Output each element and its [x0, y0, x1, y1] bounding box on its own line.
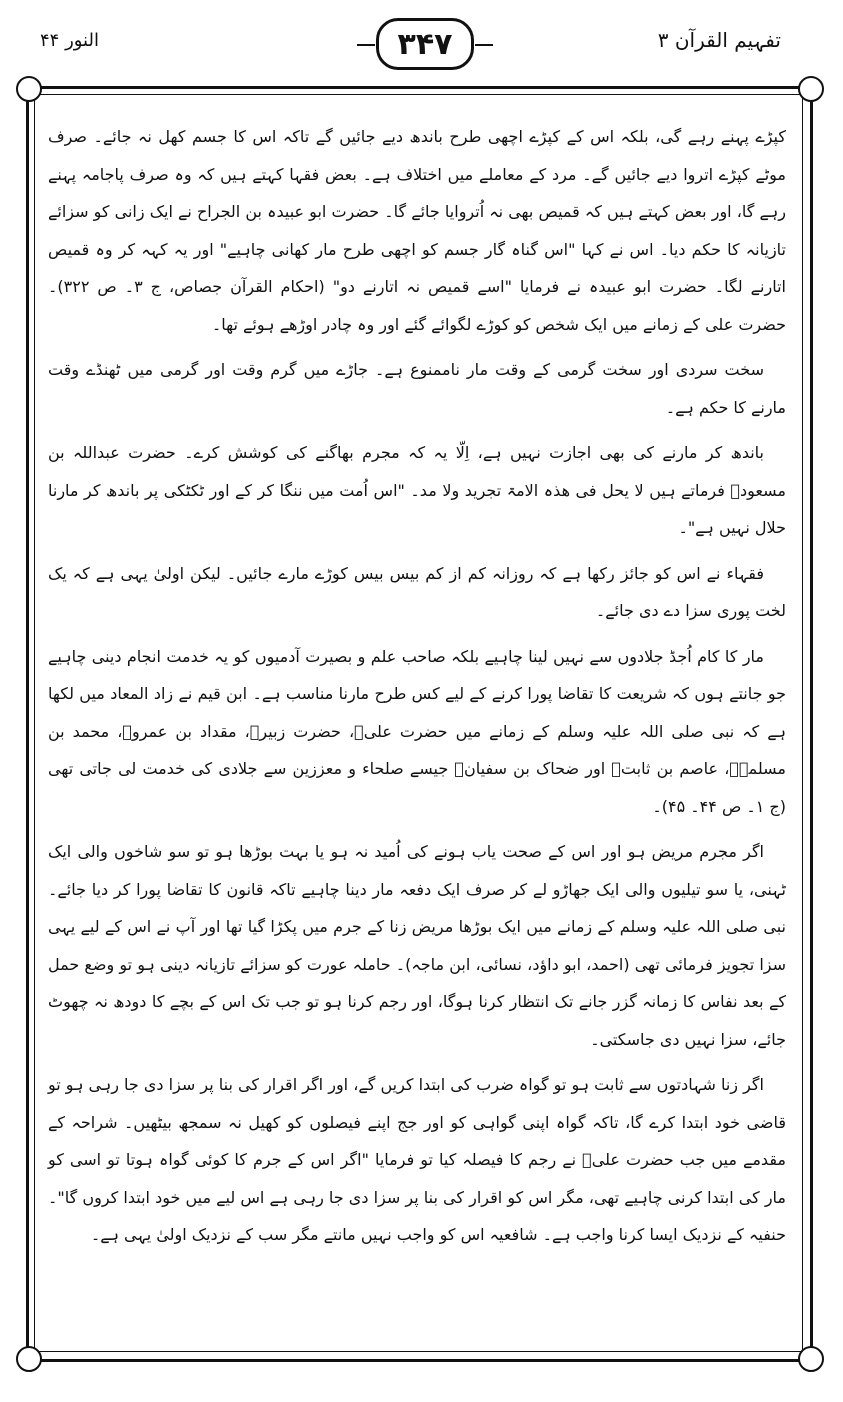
paragraph: مار کا کام اُجڈ جلادوں سے نہیں لینا چاہیے بلکہ صاحب علم و بصیرت آدمیوں کو یہ خدمت انجام دینی چاہیے جو جانتے ہوں کہ شریعت کا تقاضا پورا کرنے کے لیے کس طرح مارنا مناسب ہے۔ ابن قیم نے زاد المعاد میں لکھا ہے کہ نبی صلی اللہ علیہ وسلم کے زمانے میں حضرت علیؓ، حضرت زبیرؓ، مقداد بن عمروؓ، محمد بن مسلمہؓ، عاصم بن ثابتؓ اور ضحاک بن سفیانؓ جیسے صلحاء و معززین سے جلادی کی خدمت لی جاتی تھی (ج ۱۔ ص ۴۴۔ ۴۵)۔ [48, 646, 787, 816]
book-title: تفہیم القرآن ۳ [657, 28, 781, 52]
paragraph: کپڑے پہنے رہے گی، بلکہ اس کے کپڑے اچھی طرح باندھ دیے جائیں گے تاکہ اس کا جسم کھل نہ جائے۔ صرف موٹے کپڑے اتروا دیے جائیں گے۔ مرد کے معاملے میں اختلاف ہے۔ بعض فقہا کہتے ہیں کہ وہ صرف پاجامہ پہنے رہے گا، اور بعض کہتے ہیں کہ قمیص بھی نہ اُتروایا جائے گا۔ حضرت ابو عبیدہ بن الجراح نے ایک زانی کو سزائے تازیانہ کا حکم دیا۔ اس نے کہا "اس گناہ گار جسم کو اچھی طرح مار کھانی چاہیے" اور یہ کہہ کر وہ قمیص اتارنے لگا۔ حضرت ابو عبیدہ نے فرمایا "اسے قمیص نہ اتارنے دو" (احکام القرآن جصاص، ج ۳۔ ص ۳۲۲)۔ حضرت علی کے زمانے میں ایک شخص کو کوڑے لگوائے گئے اور وہ چادر اوڑھے ہوئے تھا۔ [48, 127, 786, 334]
page-body [48, 118, 786, 1346]
corner-ornament-icon [16, 1346, 42, 1372]
surah-reference: النور ۴۴ [40, 30, 99, 51]
paragraph: اگر مجرم مریض ہو اور اس کے صحت یاب ہونے کی اُمید نہ ہو یا بہت بوڑھا ہو تو سو شاخوں والی ایک ٹہنی، یا سو تیلیوں والی ایک جھاڑو لے کر صرف ایک دفعہ مار دینا چاہیے تاکہ قانون کا تقاضا پورا کر دیا جائے۔ نبی صلی اللہ علیہ وسلم کے زمانے میں ایک بوڑھا مریض زنا کے جرم میں پکڑا گیا تھا اور آپ نے اس کے لیے یہی سزا تجویز فرمائی تھی (احمد، ابو داؤد، نسائی، ابن ماجہ)۔ حاملہ عورت کو سزائے تازیانہ دینی ہو تو وضع حمل کے بعد نفاس کا زمانہ گزر جانے تک انتظار کرنا ہوگا، اور رجم کرنا ہو تو جب تک اس کے بچے کا دودھ نہ چھوٹ جائے، سزا نہیں دی جاسکتی۔ [48, 842, 786, 1049]
paragraph: اگر زنا شہادتوں سے ثابت ہو تو گواہ ضرب کی ابتدا کریں گے، اور اگر اقرار کی بنا پر سزا دی جا رہی ہو تو قاضی خود ابتدا کرے گا، تاکہ گواہ اپنی گواہی کو اور جج اپنے فیصلوں کو کھیل نہ سمجھ بیٹھیں۔ شراحہ کے مقدمے میں جب حضرت علیؓ نے رجم کا فیصلہ کیا تو فرمایا "اگر اس کے جرم کا کوئی گواہ ہوتا تو اسی کو مار کی ابتدا کرنی چاہیے تھی، مگر اس کو اقرار کی بنا پر سزا دی جا رہی ہے اس لیے میں خود ابتدا کروں گا"۔ حنفیہ کے نزدیک ایسا کرنا واجب ہے۔ شافعیہ اس کو واجب نہیں مانتے مگر سب کے نزدیک اولیٰ یہی ہے۔ [48, 1075, 786, 1244]
corner-ornament-icon [798, 76, 824, 102]
page-header [0, 0, 843, 78]
corner-ornament-icon [798, 1346, 824, 1372]
corner-ornament-icon [16, 76, 42, 102]
paragraph: فقہاء نے اس کو جائز رکھا ہے کہ روزانہ کم از کم بیس بیس کوڑے مارے جائیں۔ لیکن اولیٰ یہی ہے کہ یک لخت پوری سزا دے دی جائے۔ [48, 563, 786, 620]
page-number: ۳۴۷ [376, 18, 474, 70]
paragraph: باندھ کر مارنے کی بھی اجازت نہیں ہے، اِلّا یہ کہ مجرم بھاگنے کی کوشش کرے۔ حضرت عبداللہ بن مسعودؓ فرماتے ہیں لا یحل فی ھذہ الامۃ تجرید ولا مد۔ "اس اُمت میں ننگا کر کے اور ٹکٹکی پر باندھ کر مارنا حلال نہیں ہے"۔ [48, 443, 786, 537]
paragraph: سخت سردی اور سخت گرمی کے وقت مار ناممنوع ہے۔ جاڑے میں گرم وقت اور گرمی میں ٹھنڈے وقت مارنے کا حکم ہے۔ [48, 360, 786, 417]
